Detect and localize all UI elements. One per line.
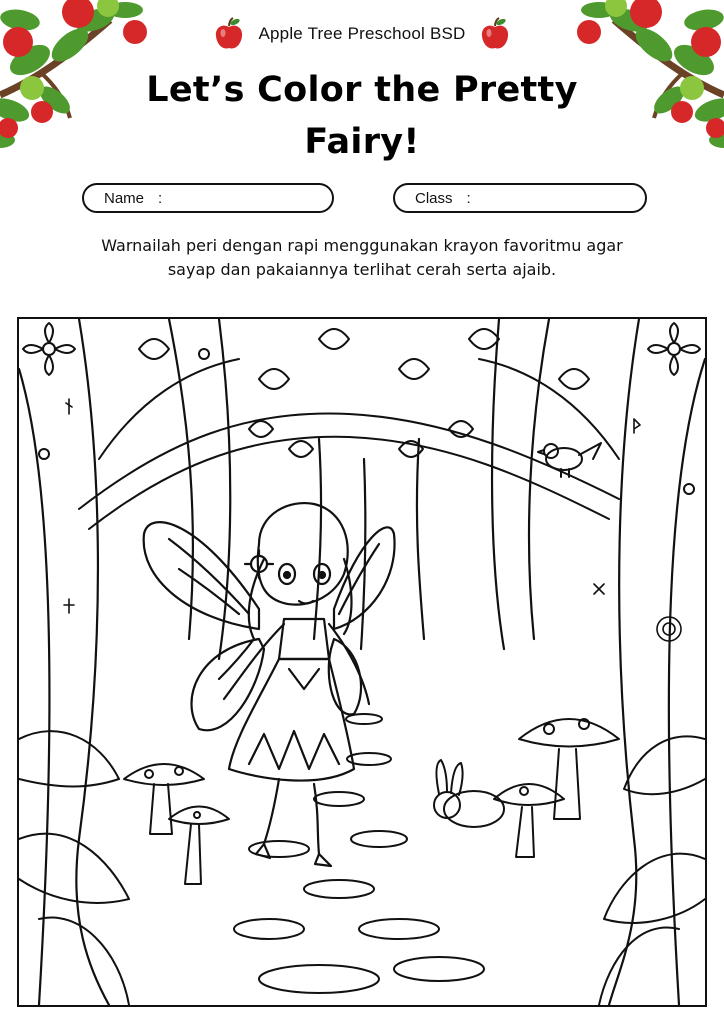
title-line-1: Let’s Color the Pretty <box>146 70 578 110</box>
coloring-illustration <box>17 317 707 1007</box>
title-line-2: Fairy! <box>304 122 420 162</box>
instructions <box>62 234 662 282</box>
class-colon: : <box>466 189 471 207</box>
name-label: Name <box>104 189 145 207</box>
corner-flowers <box>23 323 700 494</box>
tree-trunks <box>19 319 705 1005</box>
name-colon: : <box>158 189 163 207</box>
apple-icon <box>214 17 244 51</box>
school-name: Apple Tree Preschool BSD <box>258 24 466 43</box>
instructions-line-1: Warnailah peri dengan rapi menggunakan krayon favoritmu agar <box>101 236 623 255</box>
bunny <box>434 760 504 827</box>
page-title <box>120 64 604 168</box>
instructions-line-2: sayap dan pakaiannya terlihat cerah serta ajaib. <box>167 260 557 279</box>
mushrooms-left <box>124 764 229 884</box>
school-header <box>0 16 724 52</box>
name-field[interactable] <box>82 183 334 213</box>
foreground-leaves <box>19 731 705 1005</box>
bird <box>538 443 601 477</box>
path-stones <box>234 714 484 993</box>
apple-icon <box>480 17 510 51</box>
class-label: Class <box>415 189 453 207</box>
class-field[interactable] <box>393 183 647 213</box>
mushrooms-right <box>494 719 619 857</box>
